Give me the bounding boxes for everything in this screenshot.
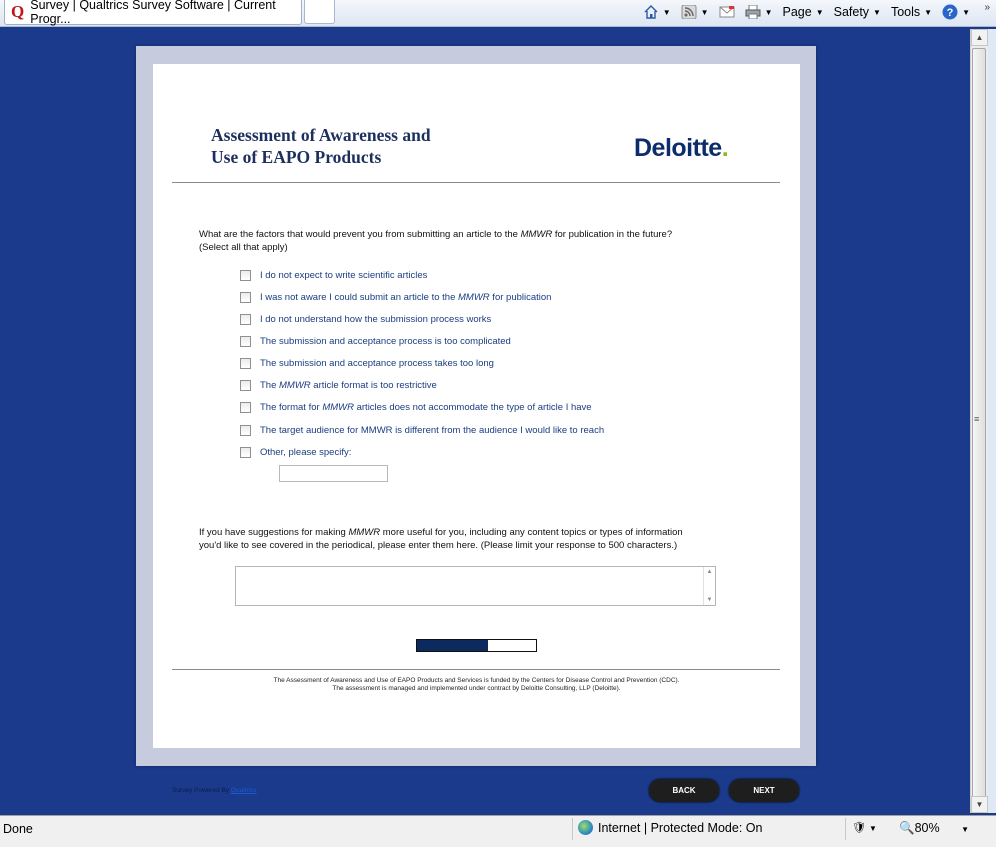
option-format-not-accommodate[interactable]: The format for MMWR articles does not accommodate the type of article I have bbox=[240, 402, 592, 413]
window-edge bbox=[988, 29, 996, 813]
command-bar bbox=[633, 0, 970, 24]
powered-by: Survey Powered By Qualtrics bbox=[172, 787, 257, 794]
browser-tab[interactable] bbox=[4, 0, 302, 25]
checkbox[interactable] bbox=[240, 314, 251, 325]
chevron-down-icon: ▼ bbox=[924, 7, 933, 17]
chevron-down-icon[interactable]: ▼ bbox=[662, 7, 671, 17]
deloitte-logo: Deloitte. bbox=[634, 134, 729, 162]
checkbox[interactable] bbox=[240, 380, 251, 391]
option-do-not-understand-process[interactable]: I do not understand how the submission process works bbox=[240, 314, 491, 325]
safety-menu[interactable]: Safety ▼ bbox=[833, 5, 881, 19]
progress-bar-fill bbox=[417, 640, 488, 651]
chevron-down-icon: ▼ bbox=[869, 824, 877, 833]
zoom-control[interactable]: 🔍80% ▼ bbox=[899, 821, 970, 835]
print-button[interactable] bbox=[745, 5, 773, 19]
next-button[interactable]: NEXT bbox=[729, 779, 799, 802]
chevron-down-icon[interactable]: ▼ bbox=[961, 825, 970, 834]
security-zone[interactable]: Internet | Protected Mode: On bbox=[578, 820, 762, 835]
help-menu[interactable] bbox=[942, 4, 970, 20]
mail-icon bbox=[719, 5, 735, 19]
svg-text:?: ? bbox=[946, 7, 954, 19]
status-text: Done bbox=[3, 822, 33, 836]
zoom-icon: 🔍 bbox=[899, 821, 915, 835]
scroll-down-icon[interactable]: ▼ bbox=[971, 796, 988, 813]
status-bar bbox=[0, 815, 996, 847]
chevron-down-icon[interactable]: ▼ bbox=[700, 7, 709, 17]
globe-icon bbox=[578, 820, 593, 835]
chevron-down-icon[interactable]: ▼ bbox=[764, 7, 773, 17]
new-tab-button[interactable] bbox=[304, 0, 335, 24]
option-other[interactable]: Other, please specify: bbox=[240, 447, 351, 458]
scroll-up-icon[interactable]: ▲ bbox=[706, 569, 713, 575]
page-scrollbar[interactable] bbox=[970, 29, 988, 813]
feeds-button[interactable] bbox=[681, 5, 709, 19]
checkbox[interactable] bbox=[240, 447, 251, 458]
header-divider bbox=[172, 182, 780, 183]
option-not-aware-submit[interactable]: I was not aware I could submit an article to the MMWR for publication bbox=[240, 292, 551, 303]
checkbox[interactable] bbox=[240, 425, 251, 436]
qualtrics-favicon: Q bbox=[11, 2, 25, 21]
chevron-down-icon: ▼ bbox=[962, 7, 970, 17]
qualtrics-link[interactable]: Qualtrics bbox=[230, 787, 257, 794]
option-process-too-complicated[interactable]: The submission and acceptance process is too complicated bbox=[240, 336, 511, 347]
rss-icon bbox=[681, 5, 697, 19]
suggestions-textarea[interactable] bbox=[235, 566, 716, 606]
printer-icon bbox=[745, 5, 761, 19]
survey-footer: The Assessment of Awareness and Use of EAPO Products and Services is funded by the Centers for Disease Control and Prevention (CDC). The assessment is managed and implemented under contract by Deloitte Consulting, LLP (Deloitte). bbox=[273, 677, 680, 692]
tools-menu[interactable]: Tools ▼ bbox=[890, 5, 933, 19]
scroll-down-icon[interactable]: ▼ bbox=[706, 597, 713, 603]
protected-mode-icon[interactable]: 🛡 ▼ bbox=[852, 822, 877, 834]
read-mail-button[interactable] bbox=[719, 5, 735, 19]
checkbox[interactable] bbox=[240, 292, 251, 303]
help-icon bbox=[942, 4, 958, 20]
textarea-scrollbar[interactable] bbox=[703, 567, 715, 605]
scrollbar-grip-icon: ≡ bbox=[974, 414, 980, 424]
scroll-up-icon[interactable]: ▲ bbox=[971, 29, 988, 46]
question-1-text: What are the factors that would prevent you from submitting an article to the MMWR for publication in the future? (Select all that apply) bbox=[199, 229, 673, 253]
browser-toolbar bbox=[0, 0, 996, 27]
option-format-too-restrictive[interactable]: The MMWR article format is too restrictive bbox=[240, 380, 437, 391]
home-icon bbox=[643, 5, 659, 19]
checkbox[interactable] bbox=[240, 402, 251, 413]
chevron-down-icon: ▼ bbox=[873, 7, 881, 17]
tab-title: Survey | Qualtrics Survey Software | Current Progr... bbox=[30, 0, 276, 26]
status-divider bbox=[572, 818, 573, 840]
home-button[interactable] bbox=[643, 5, 671, 19]
footer-divider bbox=[172, 669, 780, 670]
survey-page bbox=[153, 64, 800, 748]
question-2-text: If you have suggestions for making MMWR more useful for you, including any content topics or types of information you'd like to see covered in the periodical, please enter them here. (Please limit your response to 500 characters.) bbox=[199, 527, 683, 551]
other-specify-input[interactable] bbox=[279, 465, 388, 482]
checkbox[interactable] bbox=[240, 270, 251, 281]
option-no-scientific-articles[interactable]: I do not expect to write scientific articles bbox=[240, 270, 427, 281]
scrollbar-thumb[interactable] bbox=[972, 48, 986, 812]
back-button[interactable]: BACK bbox=[649, 779, 719, 802]
option-process-too-long[interactable]: The submission and acceptance process takes too long bbox=[240, 358, 494, 369]
checkbox[interactable] bbox=[240, 358, 251, 369]
option-different-audience[interactable]: The target audience for MMWR is different from the audience I would like to reach bbox=[240, 425, 604, 436]
chevron-down-icon: ▼ bbox=[815, 7, 824, 17]
progress-bar bbox=[416, 639, 537, 652]
status-divider bbox=[845, 818, 846, 840]
page-menu[interactable]: Page ▼ bbox=[782, 5, 824, 19]
toolbar-overflow-chevron[interactable]: » bbox=[984, 2, 990, 13]
checkbox[interactable] bbox=[240, 336, 251, 347]
survey-frame bbox=[136, 46, 816, 766]
survey-title: Assessment of Awareness and Use of EAPO Products bbox=[211, 125, 431, 167]
